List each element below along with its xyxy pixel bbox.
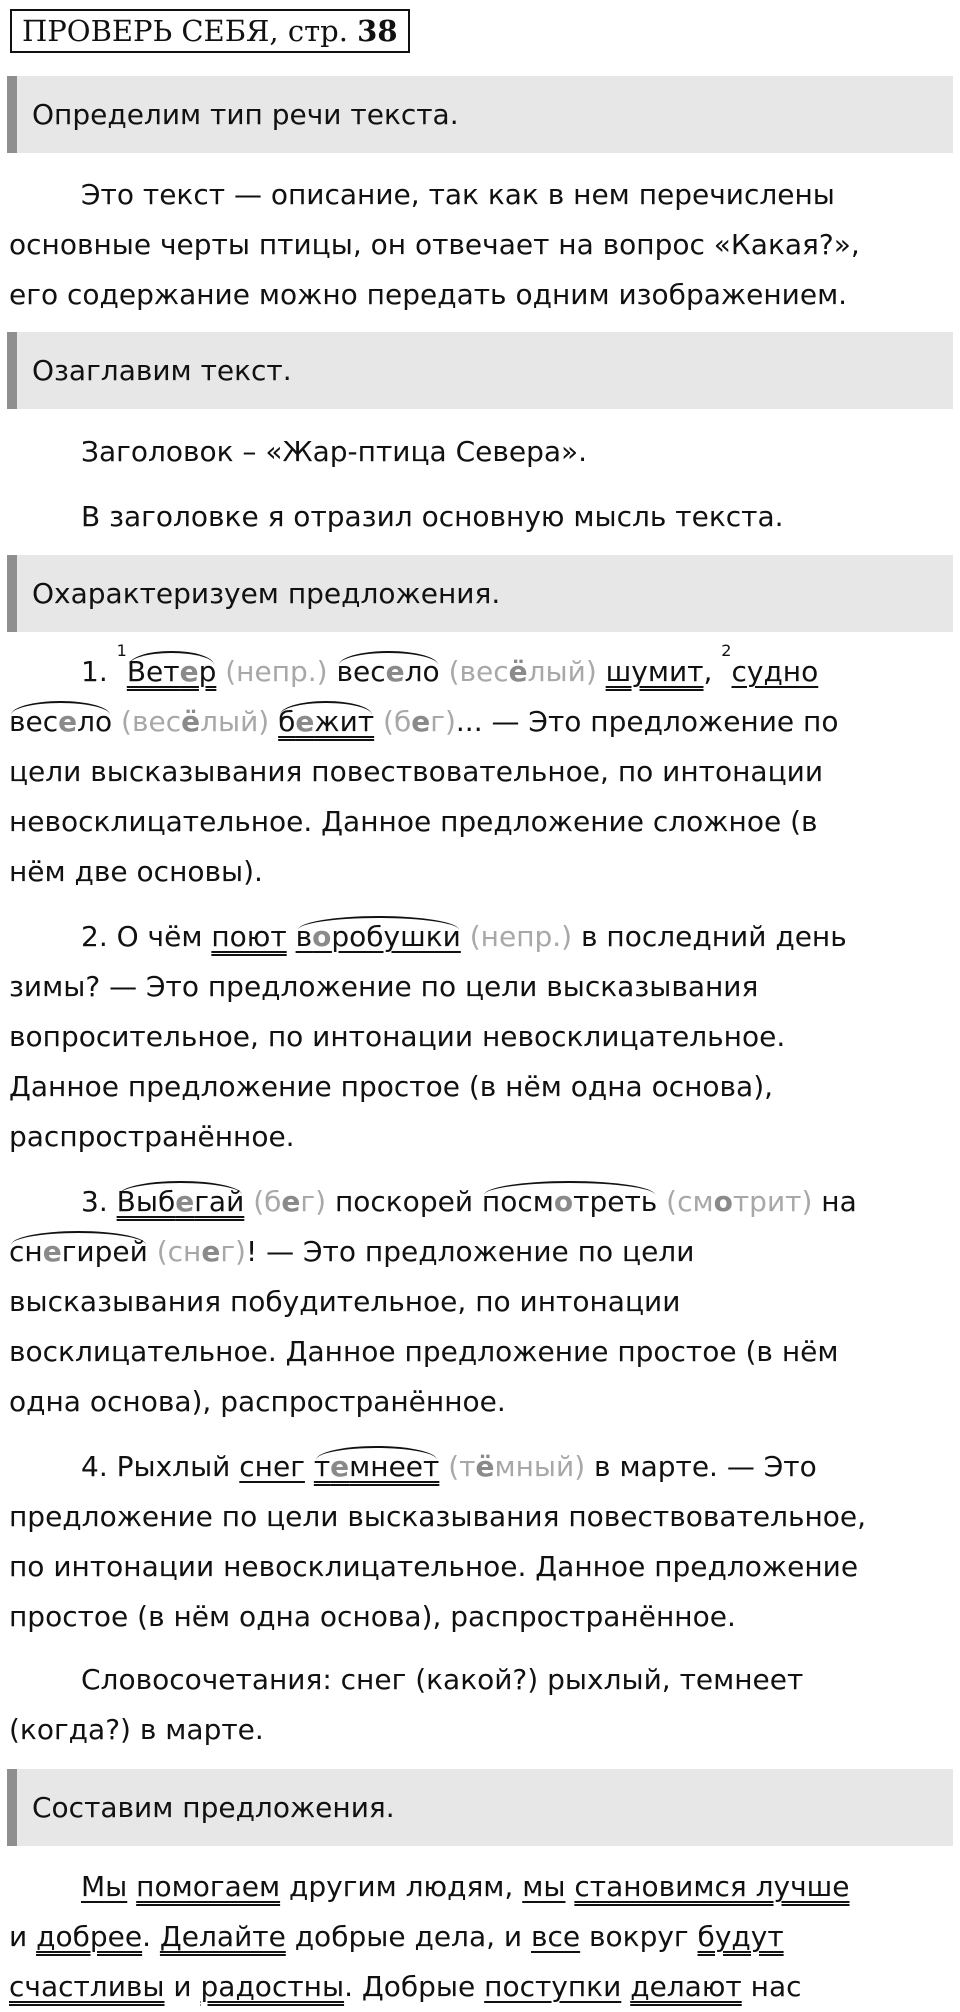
text-line: 1. $^1$Ветер (непр.) весело (весёлый) шумит, $^2$судно	[9, 647, 949, 697]
text-line: снегирей (снег)! — Это предложение по цели	[9, 1227, 949, 1277]
text-line: предложение по цели высказывания повествовательное,	[9, 1500, 867, 1533]
text-line: и добрее. Делайте добрые дела, и все вокруг будут	[9, 1920, 784, 1953]
text-line: Данное предложение простое (в нём одна основа),	[9, 1070, 774, 1103]
text-line: Мы помогаем другим людям, мы становимся лучше	[81, 1870, 850, 1903]
text-line: вопросительное, по интонации невосклицательное.	[9, 1020, 786, 1053]
page-header	[10, 9, 410, 53]
section-title-text: Озаглавим текст.	[7, 332, 953, 409]
subject-word: судно	[731, 655, 819, 688]
predicate-word: шумит	[605, 655, 704, 688]
text-line: 4. Рыхлый снег темнеет (тёмный) в марте. — Это	[9, 1442, 949, 1492]
text-line: распространённое.	[9, 1120, 295, 1153]
text-line: Словосочетания: снег (какой?) рыхлый, темнеет	[81, 1663, 804, 1696]
paragraph-speech-type	[9, 170, 949, 320]
text-line: В заголовке я отразил основную мысль текста.	[81, 500, 784, 533]
sentence-3	[9, 1177, 949, 1427]
text-line: Это текст — описание, так как в нем перечислены	[81, 178, 835, 211]
text-line: 3. Выбегай (бег) поскорей посмотреть (смотрит) на	[9, 1177, 949, 1227]
text-line: 2. О чём поют воробушки (непр.) в последний день	[9, 912, 949, 962]
phrases-paragraph	[9, 1655, 949, 1755]
sentence-2	[9, 912, 949, 1162]
text-line: счастливы и радостны. Добрые поступки делают нас	[9, 1970, 802, 2003]
subject-word: Ветер	[127, 647, 217, 697]
paragraph-title	[9, 427, 949, 542]
sentence-1	[9, 641, 949, 897]
header-prefix: ПРОВЕРЬ СЕБЯ, стр.	[22, 14, 348, 48]
predicate-word: поют	[211, 920, 287, 953]
text-line: (когда?) в марте.	[9, 1713, 264, 1746]
predicate-word: темнеет	[314, 1442, 440, 1492]
predicate-word: бежит	[278, 697, 374, 747]
text-line: зимы? — Это предложение по цели высказывания	[9, 970, 759, 1003]
compose-paragraph	[9, 1862, 949, 2012]
subject-word: снег	[239, 1450, 305, 1483]
text-line: цели высказывания повествовательное, по интонации	[9, 755, 824, 788]
predicate-word: Выбегай	[117, 1177, 245, 1227]
text-line: простое (в нём одна основа), распространённое.	[9, 1600, 736, 1633]
page-number: 38	[357, 14, 398, 48]
text-line: по интонации невосклицательное. Данное предложение	[9, 1550, 859, 1583]
text-line: невосклицательное. Данное предложение сложное (в	[9, 805, 818, 838]
text-line: весело (весёлый) бежит (бег)... — Это предложение по	[9, 697, 949, 747]
section-sentences: Охарактеризуем предложения.	[7, 555, 953, 632]
section-speech-type: Определим тип речи текста.	[7, 76, 953, 153]
text-line: восклицательное. Данное предложение простое (в нём	[9, 1335, 839, 1368]
text-line: его содержание можно передать одним изображением.	[9, 278, 848, 311]
text-line: основные черты птицы, он отвечает на вопрос «Какая?»,	[9, 228, 860, 261]
text-line: Заголовок – «Жар-птица Севера».	[81, 435, 588, 468]
subject-word: воробушки	[296, 912, 461, 962]
sentence-4	[9, 1442, 949, 1642]
text-line: высказывания побудительное, по интонации	[9, 1285, 681, 1318]
section-compose: Составим предложения.	[7, 1769, 953, 1846]
text-line: одна основа), распространённое.	[9, 1385, 506, 1418]
text-line: нём две основы).	[9, 855, 263, 888]
